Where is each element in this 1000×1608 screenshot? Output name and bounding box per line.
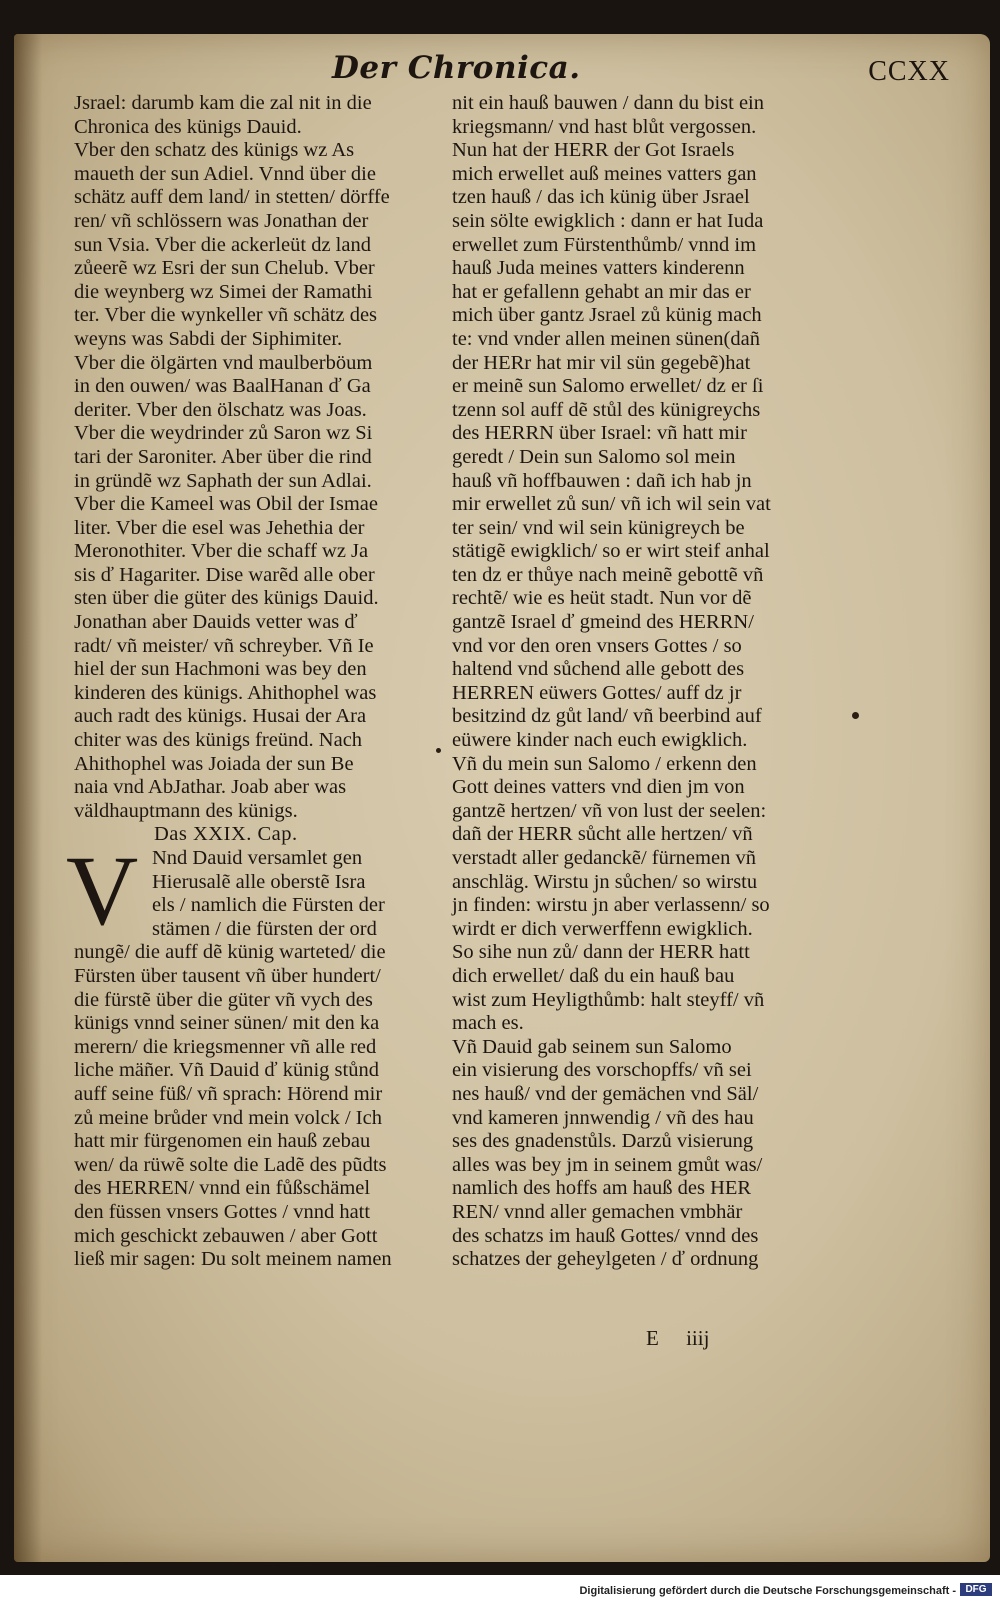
text-line: geredt / Dein sun Salomo sol mein: [452, 445, 736, 468]
text-line: hiel der sun Hachmoni was bey den: [74, 658, 367, 681]
text-line: anschläg. Wirstu jn sůchen/ so wirstu: [452, 870, 758, 893]
text-line: besitzind dz gůt land/ vñ beerbind auf: [452, 705, 762, 728]
text-line: gantzẽ hertzen/ vñ von lust der seelen:: [452, 799, 767, 822]
text-line: Nun hat der HERR der Got Israels: [452, 139, 735, 162]
text-line: liter. Vber die esel was Jehethia der: [74, 516, 365, 539]
text-line: merern/ die kriegsmenner vñ alle red: [74, 1035, 377, 1058]
text-line: chiter was des künigs freünd. Nach: [74, 729, 363, 752]
text-line: naia vnd AbJathar. Joab aber was: [74, 776, 347, 799]
digitization-credit: Digitalisierung gefördert durch die Deutsche Forschungsgemeinschaft -: [579, 1585, 956, 1597]
text-line: Nnd Dauid versamlet gen: [152, 847, 363, 869]
text-line: sis ď Hagariter. Dise warẽd alle ober: [74, 563, 375, 586]
text-line: wen/ da rüwẽ solte die Ladẽ des pũdts: [74, 1153, 387, 1176]
text-line: tzen hauß / das ich künig über Jsrael: [452, 186, 750, 209]
text-line: den füssen vnsers Gottes / vnnd hatt: [74, 1200, 371, 1223]
right-column: [452, 92, 822, 1272]
text-line: dañ der HERR sůcht alle hertzen/ vñ: [452, 823, 753, 846]
text-line: in gründẽ wz Saphath der sun Adlai.: [74, 469, 372, 492]
text-line: mich über gantz Jsrael zů künig mach: [452, 304, 762, 327]
text-line: ter. Vber die wynkeller vñ schätz des: [74, 304, 378, 327]
text-line: schätz auff dem land/ in stetten/ dörffe: [74, 186, 390, 209]
text-line: väldhauptmann des künigs.: [74, 799, 298, 822]
text-line: te: vnd vnder allen meinen sünen(dañ: [452, 327, 760, 350]
text-line: Chronica des künigs Dauid.: [74, 115, 302, 138]
text-line: Jonathan aber Dauids vetter was ď: [74, 611, 358, 634]
text-line: die weynberg wz Simei der Ramathi: [74, 280, 373, 303]
text-line: tari der Saroniter. Aber über die rind: [74, 445, 372, 468]
text-line: er meinẽ sun Salomo erwellet/ dz er ſi: [452, 375, 764, 398]
text-line: Vber die weydrinder zů Saron wz Si: [74, 422, 373, 445]
text-line: zů meine brůder vnd mein volck / Ich: [74, 1106, 382, 1129]
drop-cap: V: [66, 835, 139, 946]
dfg-logo: DFG: [960, 1583, 992, 1596]
text-line: Meronothiter. Vber die schaff wz Ja: [74, 540, 369, 563]
text-line: Gott deines vatters vnd dien jm von: [452, 776, 745, 799]
text-line: namlich des hoffs am hauß des HER: [452, 1177, 752, 1200]
text-line: ren/ vñ schlössern was Jonathan der: [74, 209, 369, 232]
signature-mark: E iiij: [646, 1326, 710, 1350]
text-line: ses des gnadenstůls. Darzů visierung: [452, 1130, 754, 1153]
text-line: mich erwellet auß meines vatters gan: [452, 162, 757, 185]
text-line: sten über die güter des künigs Dauid.: [74, 587, 379, 610]
text-line: künigs vnnd seiner sünen/ mit den ka: [74, 1012, 380, 1035]
text-line: schatzes der geheylgeten / ď ordnung: [452, 1248, 759, 1271]
text-line: ter sein/ vnd wil sein künigreych be: [452, 516, 745, 539]
text-line: des HERREN/ vnnd ein fůßschämel: [74, 1177, 371, 1200]
text-line: mach es.: [452, 1012, 524, 1035]
text-line: des schatzs im hauß Gottes/ vnnd des: [452, 1224, 759, 1247]
text-line: wirdt er dich verwerffenn ewigklich.: [452, 917, 753, 940]
text-line: REN/ vnnd aller gemachen vmbhär: [452, 1200, 743, 1223]
text-line: els / namlich die Fürsten der: [152, 894, 385, 917]
text-line: des HERRN über Israel: vñ hatt mir: [452, 422, 747, 445]
text-line: maueth der sun Adiel. Vnnd über die: [74, 162, 376, 185]
page-gutter-shadow: [14, 34, 42, 1562]
text-line: nungẽ/ die auff dẽ künig warteted/ die: [74, 941, 386, 964]
text-line: verstadt aller gedanckẽ/ fürnemen vñ: [452, 847, 756, 869]
text-line: kinderen des künigs. Ahithophel was: [74, 681, 377, 704]
text-line: wist zum Heyligthůmb: halt steyff/ vñ: [452, 988, 765, 1011]
text-line: Ahithophel was Joiada der sun Be: [74, 752, 354, 775]
text-line: ein visierung des vorschopffs/ vñ sei: [452, 1059, 752, 1082]
text-line: eüwere kinder nach euch ewigklich.: [452, 729, 748, 752]
text-line: kriegsmann/ vnd hast blůt vergossen.: [452, 115, 757, 138]
chapter-opening: [66, 835, 444, 946]
text-line: HERREN eüwers Gottes/ auff dz jr: [452, 681, 742, 704]
text-line: mir erwellet zů sun/ vñ ich wil sein vat: [452, 493, 771, 516]
left-text-block: [74, 92, 444, 823]
text-line: ten dz er thůye nach meinẽ gebottẽ vñ: [452, 563, 764, 586]
left-column: [66, 92, 444, 1272]
text-line: Vber die Kameel was Obil der Ismae: [74, 493, 378, 516]
text-line: dich erwellet/ daß du ein hauß bau: [452, 964, 735, 987]
text-line: ließ mir sagen: Du solt meinem namen: [74, 1248, 392, 1271]
text-line: radt/ vñ meister/ vñ schreyber. Vñ Ie: [74, 634, 374, 657]
chapter-heading: Das XXIX. Cap.: [154, 823, 298, 846]
text-line: die fürstẽ über die güter vñ vych des: [74, 988, 373, 1011]
paper-spot: [436, 748, 441, 753]
text-line: Vber die ölgärten vnd maulberböum: [74, 351, 373, 374]
text-line: hauß Juda meines vatters kinderenn: [452, 257, 745, 280]
text-line: liche mäñer. Vñ Dauid ď künig stůnd: [74, 1059, 379, 1082]
text-line: jn finden: wirstu jn aber verlassenn/ so: [452, 894, 770, 917]
text-line: nes hauß/ vnd der gemächen vnd Säl/: [452, 1082, 759, 1105]
text-line: Vber den schatz des künigs wz As: [74, 139, 355, 162]
text-line: der HERr hat mir vil sün gegebẽ)hat: [452, 351, 751, 374]
text-line: auff seine füß/ vñ sprach: Hörend mir: [74, 1082, 383, 1105]
text-line: auch radt des künigs. Husai der Ara: [74, 705, 367, 728]
text-line: hat er gefallenn gehabt an mir das er: [452, 280, 751, 303]
text-line: gantzẽ Israel ď gmeind des HERRN/: [452, 611, 754, 634]
text-line: hatt mir fürgenomen ein hauß zebau: [74, 1130, 371, 1153]
text-line: haltend vnd sůchend alle gebott des: [452, 658, 745, 681]
running-head: Der Chronica.: [332, 50, 581, 86]
text-line: So sihe nun zů/ dann der HERR hatt: [452, 941, 750, 964]
text-line: vnd vor den oren vnsers Gottes / so: [452, 634, 742, 657]
text-line: rechtẽ/ wie es heüt stadt. Nun vor dẽ: [452, 587, 752, 610]
left-text-block-continued: [74, 941, 444, 1271]
text-line: erwellet zum Fürstenthůmb/ vnnd im: [452, 233, 757, 256]
text-line: in den ouwen/ was BaalHanan ď Ga: [74, 375, 371, 398]
text-line: mich geschickt zebauwen / aber Gott: [74, 1224, 378, 1247]
right-text-block: [452, 92, 822, 1272]
book-page: [14, 34, 990, 1562]
text-line: hauß vñ hoffbauwen : dañ ich hab jn: [452, 469, 752, 492]
text-line: nit ein hauß bauwen / dann du bist ein: [452, 92, 764, 114]
text-line: vnd kameren jnnwendig / vñ des hau: [452, 1106, 754, 1129]
text-line: tzenn sol auff dẽ stůl des künigreychs: [452, 398, 761, 421]
text-line: zůeerẽ wz Esri der sun Chelub. Vber: [74, 257, 375, 280]
text-line: stätigẽ ewigklich/ so er wirt steif anhal: [452, 540, 770, 563]
text-line: Vñ du mein sun Salomo / erkenn den: [452, 752, 757, 775]
text-line: alles was bey jm in seinem gmůt was/: [452, 1153, 763, 1176]
text-line: weyns was Sabdi der Siphimiter.: [74, 327, 343, 350]
text-line: deriter. Vber den ölschatz was Joas.: [74, 398, 367, 421]
text-line: Hierusalẽ alle oberstẽ Isra: [152, 870, 366, 893]
text-line: Fürsten über tausent vñ über hundert/: [74, 964, 381, 987]
text-line: stämen / die fürsten der ord: [152, 917, 377, 940]
folio-number: CCXX: [868, 56, 950, 87]
text-line: Jsrael: darumb kam die zal nit in die: [74, 92, 372, 114]
text-line: sun Vsia. Vber die ackerleüt dz land: [74, 233, 371, 256]
paper-spot: [852, 712, 859, 719]
text-line: sein sölte ewigklich : dann er hat Iuda: [452, 209, 764, 232]
text-line: Vñ Dauid gab seinem sun Salomo: [452, 1035, 732, 1058]
